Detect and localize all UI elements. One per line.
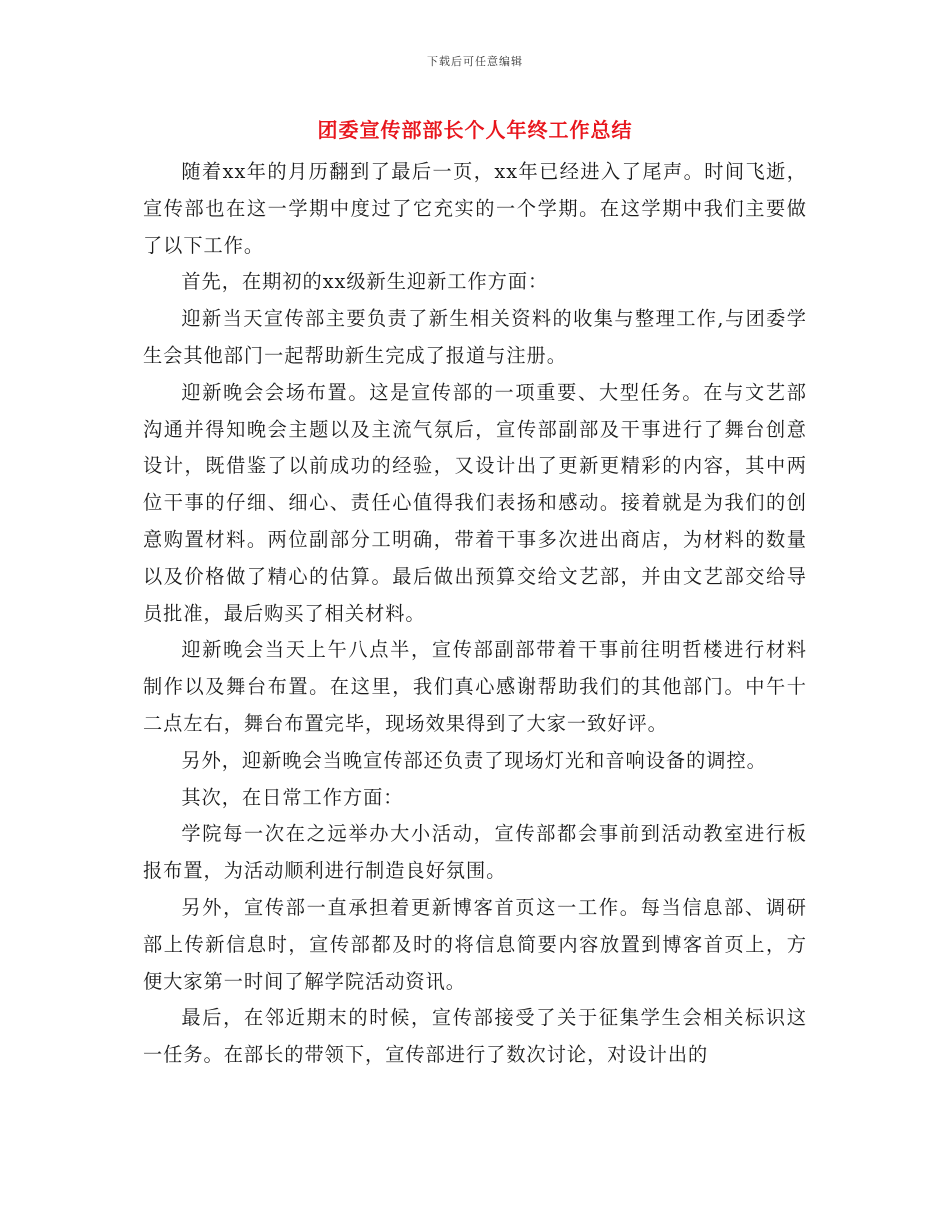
paragraph: 另外，宣传部一直承担着更新博客首页这一工作。每当信息部、调研部上传新信息时，宣传部都及时的将信息简要内容放置到博客首页上，方便大家第一时间了解学院活动资讯。 xyxy=(143,895,807,993)
paragraph: 随着xx年的月历翻到了最后一页，xx年已经进入了尾声。时间飞逝，宣传部也在这一学期中度过了它充实的一个学期。在这学期中我们主要做了以下工作。 xyxy=(143,160,807,257)
paragraph: 最后，在邻近期末的时候，宣传部接受了关于征集学生会相关标识这一任务。在部长的带领下，宣传部进行了数次讨论，对设计出的 xyxy=(143,1006,807,1067)
paragraph: 学院每一次在之远举办大小活动，宣传部都会事前到活动教室进行板报布置，为活动顺利进行制造良好氛围。 xyxy=(143,822,807,883)
document-title: 团委宣传部部长个人年终工作总结 xyxy=(317,118,633,142)
paragraph: 其次，在日常工作方面： xyxy=(181,785,404,809)
paragraph: 另外，迎新晚会当晚宣传部还负责了现场灯光和音响设备的调控。 xyxy=(181,748,767,772)
paragraph: 迎新当天宣传部主要负责了新生相关资料的收集与整理工作,与团委学生会其他部门一起帮助新生完成了报道与注册。 xyxy=(143,307,807,367)
paragraph: 迎新晚会当天上午八点半，宣传部副部带着干事前往明哲楼进行材料制作以及舞台布置。在这里，我们真心感谢帮助我们的其他部门。中午十二点左右，舞台布置完毕，现场效果得到了大家一致好评。 xyxy=(143,638,807,735)
paragraph: 迎新晚会会场布置。这是宣传部的一项重要、大型任务。在与文艺部沟通并得知晚会主题以及主流气氛后，宣传部副部及干事进行了舞台创意设计，既借鉴了以前成功的经验，又设计出了更新更精彩的内容，其中两位干事的仔细、细心、责任心值得我们表扬和感动。接着就是为我们的创意购置材料。两位副部分工明确，带着干事多次进出商店，为材料的数量以及价格做了精心的估算。最后做出预算交给文艺部，并由文艺部交给导员批准，最后购买了相关材料。 xyxy=(143,380,807,625)
document-body xyxy=(143,154,807,1074)
header-note: 下载后可任意编辑 xyxy=(427,55,523,68)
paragraph: 首先，在期初的xx级新生迎新工作方面： xyxy=(181,270,549,294)
